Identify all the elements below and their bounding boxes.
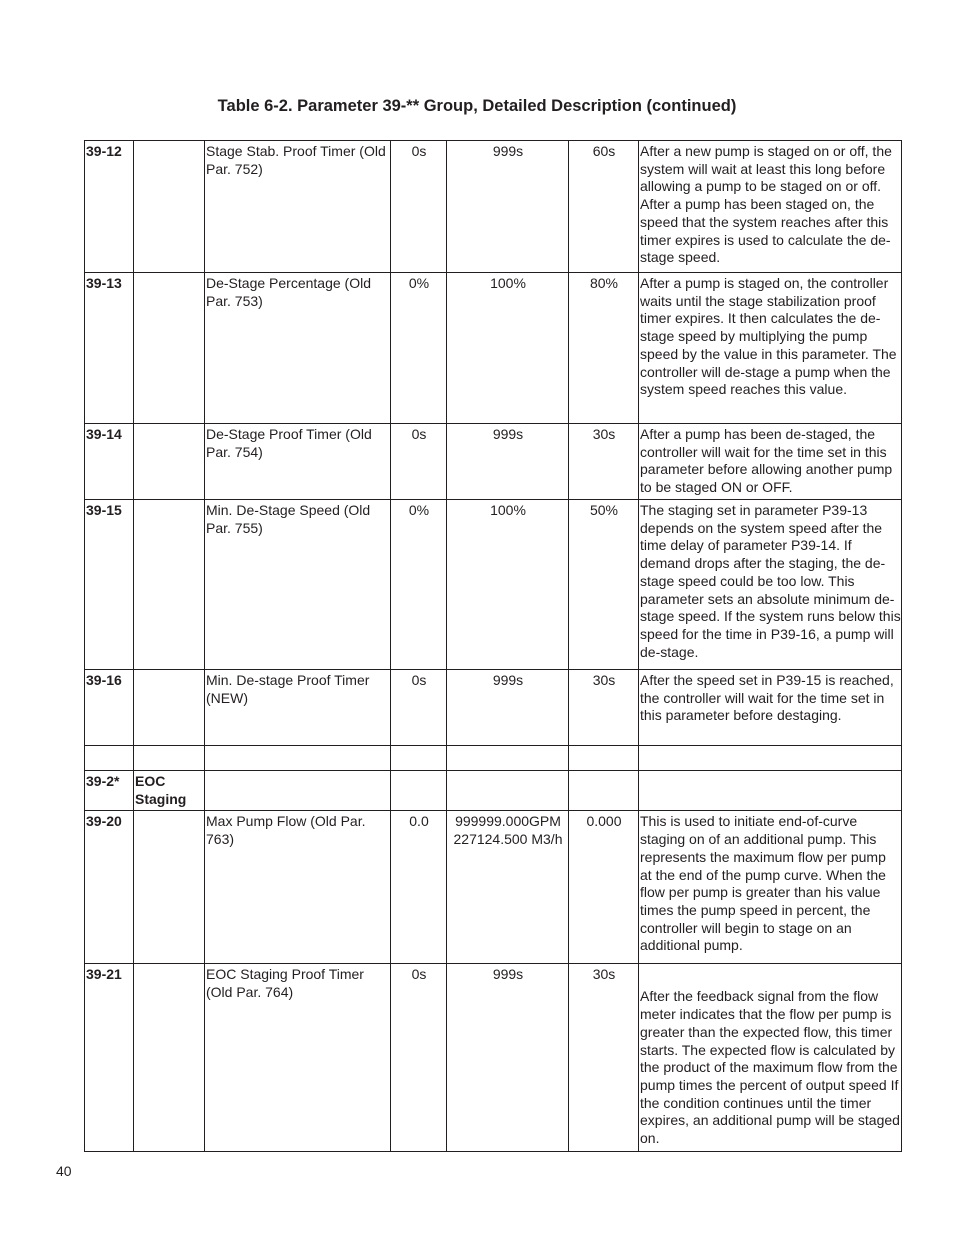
param-min: [391, 746, 447, 771]
param-number: 39-13: [85, 273, 134, 424]
param-description: After a new pump is staged on or off, the system will wait at least this long before allowing a pump to be staged on or off. After a pump has been staged on, the speed that the system reaches after this timer expires is used to calculate the de-stage speed.: [639, 141, 902, 273]
table-title: Table 6-2. Parameter 39-** Group, Detailed Description (continued): [217, 97, 737, 115]
parameter-table: [84, 140, 902, 1152]
param-min: 0%: [391, 273, 447, 424]
param-max: 100%: [447, 273, 569, 424]
param-min: 0%: [391, 500, 447, 670]
param-min: 0s: [391, 964, 447, 1152]
table-row-group-header: [85, 771, 902, 811]
table-row-empty: [85, 746, 902, 771]
param-number: [85, 746, 134, 771]
table-row: [85, 964, 902, 1152]
param-group: [134, 746, 205, 771]
param-group: [134, 811, 205, 964]
param-max: [447, 771, 569, 811]
param-description: After a pump is staged on, the controller waits until the stage stabilization proof timer expires. It then calculates the de-stage speed by multiplying the pump speed by the value in this parameter. The controller will de-stage a pump when the system speed reaches this value.: [639, 273, 902, 424]
param-default: 60s: [569, 141, 639, 273]
param-default: 80%: [569, 273, 639, 424]
table-row: [85, 273, 902, 424]
param-name: [205, 771, 391, 811]
param-min: 0s: [391, 141, 447, 273]
param-group: [134, 141, 205, 273]
param-max: [447, 746, 569, 771]
param-name: Min. De-stage Proof Timer (NEW): [205, 670, 391, 746]
param-description: This is used to initiate end-of-curve staging on of an additional pump. This represents the maximum flow per pump at the end of the pump curve. When the flow per pump is greater than his value times the pump speed in percent, the controller will begin to stage on an additional pump.: [639, 811, 902, 964]
param-min: 0s: [391, 670, 447, 746]
param-default: [569, 771, 639, 811]
param-default: 0.000: [569, 811, 639, 964]
param-min: 0.0: [391, 811, 447, 964]
param-group: [134, 964, 205, 1152]
param-group: [134, 500, 205, 670]
param-default: 50%: [569, 500, 639, 670]
param-group: [134, 273, 205, 424]
param-number: 39-2*: [85, 771, 134, 811]
param-name: De-Stage Percentage (Old Par. 753): [205, 273, 391, 424]
param-description: [639, 746, 902, 771]
param-name: De-Stage Proof Timer (Old Par. 754): [205, 424, 391, 500]
page-number: 40: [56, 1163, 72, 1179]
param-number: 39-20: [85, 811, 134, 964]
param-group: [134, 424, 205, 500]
param-default: 30s: [569, 670, 639, 746]
param-min: [391, 771, 447, 811]
param-max: 999s: [447, 424, 569, 500]
param-number: 39-12: [85, 141, 134, 273]
param-name: [205, 746, 391, 771]
param-default: [569, 746, 639, 771]
param-description: The staging set in parameter P39-13 depends on the system speed after the time delay of parameter P39-14. If demand drops after the staging, the de-stage speed could be too low. This parameter sets an absolute minimum de-stage speed. If the system runs below this speed for the time in P39-16, a pump will de-stage.: [639, 500, 902, 670]
param-max: 999999.000GPM 227124.500 M3/h: [447, 811, 569, 964]
param-description: After the feedback signal from the flow meter indicates that the flow per pump is greater than the expected flow, this timer starts. The expected flow is calculated by the product of the maximum flow from the pump times the percent of output speed If the condition continues until the timer expires, an additional pump will be staged on.: [639, 964, 902, 1152]
table-row: [85, 500, 902, 670]
param-group: [134, 670, 205, 746]
param-name: Max Pump Flow (Old Par. 763): [205, 811, 391, 964]
table-row: [85, 424, 902, 500]
param-number: 39-16: [85, 670, 134, 746]
param-number: 39-14: [85, 424, 134, 500]
param-description: [639, 771, 902, 811]
param-name: EOC Staging Proof Timer (Old Par. 764): [205, 964, 391, 1152]
param-default: 30s: [569, 424, 639, 500]
param-description: After the speed set in P39-15 is reached, the controller will wait for the time set in this parameter before destaging.: [639, 670, 902, 746]
param-name: Min. De-Stage Speed (Old Par. 755): [205, 500, 391, 670]
param-number: 39-15: [85, 500, 134, 670]
param-min: 0s: [391, 424, 447, 500]
param-name: Stage Stab. Proof Timer (Old Par. 752): [205, 141, 391, 273]
param-description: After a pump has been de-staged, the controller will wait for the time set in this parameter before allowing another pump to be staged ON or OFF.: [639, 424, 902, 500]
table-row: [85, 811, 902, 964]
table-row: [85, 670, 902, 746]
param-max: 999s: [447, 670, 569, 746]
param-max: 999s: [447, 964, 569, 1152]
param-max: 999s: [447, 141, 569, 273]
param-default: 30s: [569, 964, 639, 1152]
param-max: 100%: [447, 500, 569, 670]
param-number: 39-21: [85, 964, 134, 1152]
param-group: EOC Staging: [134, 771, 205, 811]
table-row: [85, 141, 902, 273]
